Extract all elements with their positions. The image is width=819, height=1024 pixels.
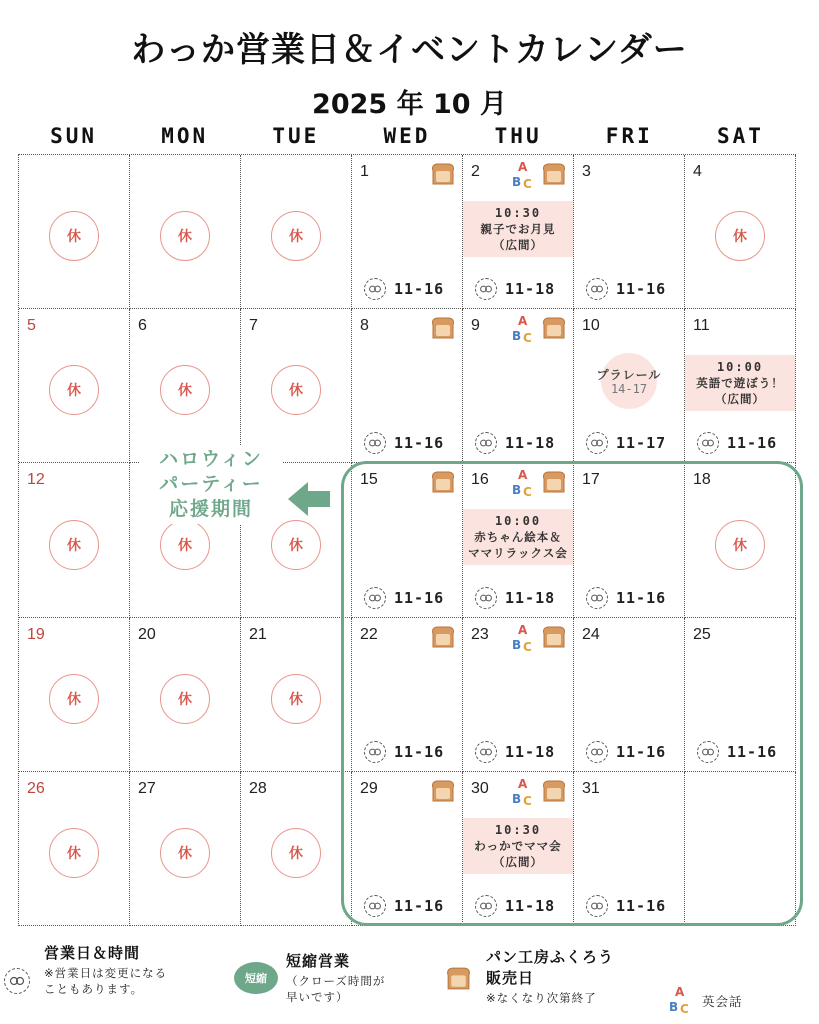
bread-icon (429, 625, 456, 649)
svg-text:C: C (523, 177, 532, 190)
note-line: こともあります。 (44, 982, 144, 996)
hours-stamp-icon (364, 741, 386, 763)
note-line: ※営業日は変更になる (44, 966, 168, 980)
abc-icon (511, 777, 535, 807)
day-number: 8 (360, 317, 369, 335)
hours-text: 11-18 (505, 280, 556, 299)
day-number: 18 (693, 471, 711, 489)
bread-icon (540, 316, 567, 340)
day-number: 10 (582, 317, 600, 335)
closed-badge: 休 (715, 211, 765, 261)
hours-stamp-icon (586, 741, 608, 763)
event-text: （広間） (493, 238, 543, 252)
day-number: 21 (249, 625, 267, 643)
calendar-day-cell (574, 618, 685, 772)
event-text: （広間） (715, 392, 765, 407)
hours-row (586, 278, 666, 300)
calendar-day-cell (241, 309, 352, 463)
legend-abc (702, 992, 743, 1010)
hours-row (586, 741, 666, 763)
calendar-day-cell (685, 309, 796, 463)
day-number: 27 (138, 779, 156, 797)
calendar-day-cell (685, 463, 796, 617)
arrow-left-icon (286, 476, 332, 522)
svg-text:B: B (512, 637, 522, 652)
closed-badge: 休 (160, 365, 210, 415)
hours-row (475, 278, 555, 300)
hours-text: 11-17 (616, 434, 667, 453)
hours-text: 11-18 (505, 588, 556, 607)
closed-badge: 休 (271, 674, 321, 724)
svg-text:C: C (523, 793, 532, 807)
halloween-promo (140, 445, 282, 524)
bread-icon (429, 779, 456, 803)
hours-row (475, 895, 555, 917)
calendar-day-cell (685, 618, 796, 772)
hours-row (586, 895, 666, 917)
closed-badge: 休 (271, 828, 321, 878)
calendar-day-cell (130, 772, 241, 926)
svg-text:C: C (680, 1002, 689, 1016)
title-line: パン工房ふくろう (486, 948, 615, 966)
day-number: 23 (471, 625, 489, 643)
calendar-day-cell (19, 155, 130, 309)
calendar-day-cell (130, 618, 241, 772)
svg-text:B: B (669, 1000, 679, 1014)
legend-hours-note (44, 965, 167, 997)
calendar-day-cell (352, 463, 463, 617)
closed-badge: 休 (160, 211, 210, 261)
weekday-label: THU (494, 124, 542, 148)
weekday-label: SUN (50, 124, 98, 148)
day-number: 26 (27, 779, 45, 797)
svg-text:C: C (523, 639, 532, 653)
closed-badge: 休 (271, 520, 321, 570)
hours-stamp-icon (475, 278, 497, 300)
hours-stamp-icon (586, 432, 608, 454)
day-number: 24 (582, 625, 600, 643)
event-time: 10:00 (494, 514, 542, 529)
closed-badge: 休 (49, 828, 99, 878)
short-hours-badge: 短縮 (234, 962, 278, 994)
day-number: 30 (471, 779, 489, 797)
day-number: 22 (360, 625, 378, 643)
day-number: 28 (249, 779, 267, 797)
calendar-day-cell (352, 309, 463, 463)
svg-text:B: B (512, 483, 522, 498)
closed-badge: 休 (49, 674, 99, 724)
day-number: 4 (693, 163, 702, 180)
title-line: 販売日 (486, 969, 535, 987)
abc-icon (511, 468, 535, 498)
day-number: 31 (582, 779, 600, 797)
calendar-day-cell (352, 618, 463, 772)
abc-icon (511, 314, 535, 344)
closed-badge: 休 (271, 365, 321, 415)
plarail-time: 14-17 (610, 382, 648, 397)
bread-icon (540, 779, 567, 803)
svg-text:B: B (512, 175, 522, 189)
calendar-day-cell (574, 772, 685, 926)
bread-icon (444, 966, 472, 991)
hours-row (697, 741, 777, 763)
hours-text: 11-16 (394, 742, 445, 761)
calendar-day-cell (19, 618, 130, 772)
bread-icon (429, 162, 456, 186)
hours-stamp-icon (475, 895, 497, 917)
legend-abc-title: 英会話 (702, 994, 743, 1009)
day-number: 11 (693, 317, 710, 335)
legend-bread-title (486, 946, 614, 988)
hours-stamp-icon (364, 432, 386, 454)
day-number: 17 (582, 471, 600, 489)
closed-badge: 休 (160, 828, 210, 878)
svg-text:C: C (523, 331, 532, 345)
calendar-day-cell (241, 155, 352, 309)
calendar-day-cell (19, 309, 130, 463)
abc-icon (511, 623, 535, 653)
day-number: 19 (27, 625, 45, 643)
abc-icon (668, 984, 692, 1016)
hours-row (364, 895, 444, 917)
hours-row (364, 278, 444, 300)
hours-row (697, 432, 777, 454)
hours-row (475, 587, 555, 609)
calendar-day-cell (463, 155, 574, 309)
hours-row (586, 432, 666, 454)
event-box (463, 201, 573, 257)
hours-text: 11-16 (727, 742, 778, 761)
calendar-day-cell (463, 309, 574, 463)
event-box (463, 509, 573, 565)
hours-text: 11-18 (505, 742, 556, 761)
note-line: 早いです） (286, 990, 349, 1004)
hours-stamp-icon (364, 278, 386, 300)
promo-line: パーティー (159, 473, 263, 495)
note-line: （クローズ時間が (286, 974, 386, 988)
hours-text: 11-16 (394, 896, 445, 915)
hours-stamp-icon (364, 587, 386, 609)
bread-icon (429, 316, 456, 340)
day-number: 9 (471, 317, 480, 335)
event-text: 親子でお月見 (480, 222, 556, 236)
closed-badge: 休 (49, 520, 99, 570)
hours-row (586, 587, 666, 609)
hours-text: 11-16 (616, 588, 667, 607)
svg-text:A: A (518, 622, 528, 637)
calendar-day-cell (685, 772, 796, 926)
hours-text: 11-16 (394, 280, 445, 299)
calendar-day-cell (463, 463, 574, 617)
calendar-grid (18, 154, 796, 926)
closed-badge: 休 (160, 674, 210, 724)
hours-row (475, 741, 555, 763)
hours-stamp-icon (4, 968, 30, 994)
hours-text: 11-18 (505, 434, 556, 453)
hours-stamp-icon (475, 741, 497, 763)
weekday-header (18, 124, 796, 154)
hours-row (364, 741, 444, 763)
svg-text:A: A (518, 776, 528, 791)
legend-short (286, 950, 385, 1005)
calendar-day-cell (574, 309, 685, 463)
svg-text:A: A (518, 160, 528, 174)
hours-stamp-icon (697, 432, 719, 454)
hours-stamp-icon (475, 587, 497, 609)
legend-hours (44, 942, 167, 997)
closed-badge: 休 (49, 211, 99, 261)
day-number: 25 (693, 625, 711, 643)
legend-short-note (286, 973, 385, 1005)
calendar-day-cell (352, 772, 463, 926)
legend-bread (486, 946, 614, 1006)
calendar-day-cell (463, 618, 574, 772)
closed-badge: 休 (271, 211, 321, 261)
day-number: 1 (360, 163, 369, 180)
day-number: 2 (471, 163, 480, 180)
calendar-day-cell (19, 772, 130, 926)
calendar-day-cell (130, 155, 241, 309)
promo-line: ハロウィン (159, 448, 263, 470)
page-title: わっか営業日＆イベントカレンダー (131, 30, 688, 70)
day-number: 6 (138, 317, 147, 335)
bread-icon (429, 470, 456, 494)
hours-text: 11-16 (727, 434, 778, 453)
weekday-label: SAT (716, 124, 764, 148)
calendar-day-cell (241, 618, 352, 772)
hours-stamp-icon (475, 432, 497, 454)
event-text: ママリラックス会 (468, 546, 568, 561)
bread-icon (540, 162, 567, 186)
event-text: わっかでママ会 (474, 838, 562, 853)
hours-row (364, 587, 444, 609)
calendar-day-cell (241, 772, 352, 926)
calendar-day-cell (352, 155, 463, 309)
legend-hours-title: 営業日＆時間 (44, 944, 141, 962)
hours-text: 11-16 (616, 896, 667, 915)
svg-text:C: C (523, 485, 532, 499)
weekday-label: WED (383, 124, 431, 148)
legend-bread-note: ※なくなり次第終了 (486, 991, 597, 1005)
day-number: 3 (582, 163, 591, 180)
event-box (463, 818, 573, 874)
month-title: 2025 年 10 月 (312, 89, 507, 120)
legend-short-title: 短縮営業 (286, 952, 351, 970)
day-number: 16 (471, 471, 489, 489)
abc-icon (511, 160, 535, 190)
day-number: 20 (138, 625, 156, 643)
svg-text:A: A (675, 985, 685, 999)
calendar-day-cell (574, 155, 685, 309)
calendar-day-cell (130, 309, 241, 463)
promo-line: 応援期間 (168, 498, 253, 520)
event-text: 赤ちゃん絵本＆ (474, 530, 562, 545)
day-number: 5 (27, 317, 36, 335)
weekday-label: TUE (272, 124, 320, 148)
hours-stamp-icon (364, 895, 386, 917)
hours-text: 11-16 (616, 742, 667, 761)
hours-text: 11-18 (505, 896, 556, 915)
event-time: 10:30 (494, 822, 542, 837)
hours-text: 11-16 (394, 434, 445, 453)
svg-text:A: A (518, 468, 528, 483)
event-time: 10:00 (716, 360, 764, 375)
calendar-day-cell (574, 463, 685, 617)
svg-text:A: A (518, 314, 528, 329)
calendar-day-cell (19, 463, 130, 617)
event-text: （広間） (493, 854, 543, 869)
closed-badge: 休 (715, 520, 765, 570)
event-time: 10:30 (494, 206, 542, 220)
hours-row (475, 432, 555, 454)
svg-text:B: B (512, 791, 522, 806)
bread-icon (540, 470, 567, 494)
closed-badge: 休 (160, 520, 210, 570)
day-number: 15 (360, 471, 378, 489)
weekday-label: MON (161, 124, 209, 148)
hours-stamp-icon (697, 741, 719, 763)
day-number: 7 (249, 317, 258, 335)
svg-text:B: B (512, 329, 522, 344)
day-number: 29 (360, 779, 378, 797)
event-text: 英語で遊ぼう！ (696, 376, 784, 391)
hours-text: 11-16 (616, 280, 667, 299)
weekday-label: FRI (605, 124, 653, 148)
day-number: 12 (27, 471, 45, 489)
hours-row (364, 432, 444, 454)
bread-icon (540, 625, 567, 649)
plarail-label: プラレール (596, 368, 662, 383)
hours-stamp-icon (586, 278, 608, 300)
hours-stamp-icon (586, 587, 608, 609)
event-box (685, 355, 795, 411)
hours-text: 11-16 (394, 588, 445, 607)
calendar-day-cell (463, 772, 574, 926)
closed-badge: 休 (49, 365, 99, 415)
calendar-day-cell (685, 155, 796, 309)
hours-stamp-icon (586, 895, 608, 917)
